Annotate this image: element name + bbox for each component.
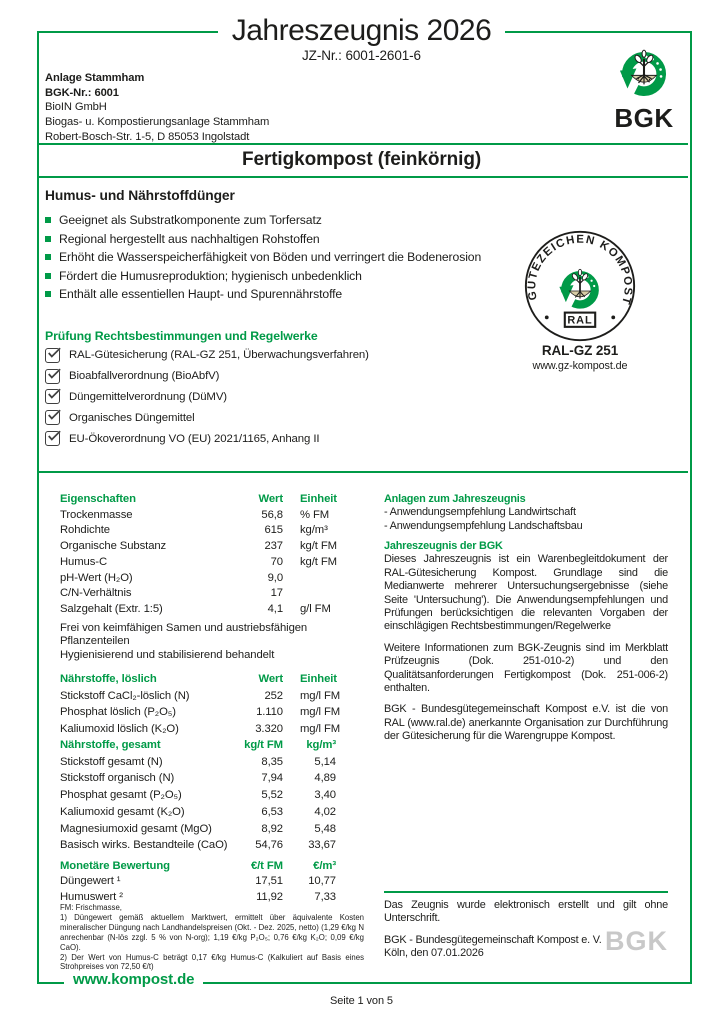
bullet-square-icon <box>45 254 51 260</box>
table-header <box>60 671 340 688</box>
site-description: Biogas- u. Kompostierungsanlage Stammham <box>45 116 270 129</box>
regulations-heading: Prüfung Rechtsbestimmungen und Regelwerke <box>45 329 318 343</box>
bgk-number: BGK-Nr.: 6001 <box>45 86 119 99</box>
property-unit: kg/m³ <box>300 524 328 537</box>
column-header: kg/t FM <box>244 739 283 751</box>
column-header: Einheit <box>300 493 337 505</box>
benefit-label: Fördert die Humusreproduktion; hygienisch unbedenklich <box>59 268 362 283</box>
nutrient-label: Stickstoff CaCl₂-löslich (N) <box>60 689 190 702</box>
property-label: Humus-C <box>60 555 108 568</box>
table-row <box>60 571 340 587</box>
bullet-square-icon <box>45 291 51 297</box>
nutrient-label: Phosphat löslich (P₂O₅) <box>60 706 176 719</box>
regulation-label: Bioabfallverordnung (BioAbfV) <box>69 370 220 383</box>
note-text: Hygienisierend und stabilisierend behandelt <box>60 649 275 662</box>
table-row <box>60 837 336 854</box>
attachments-heading: Anlagen zum Jahreszeugnis <box>384 493 526 505</box>
about-section <box>384 540 668 752</box>
property-value: 56,8 <box>261 508 283 521</box>
table-row <box>60 770 336 787</box>
footnote-text: 1) Düngewert gemäß aktuellem Marktwert, ermittelt über äquivalente Kosten mineralischer Düngung nach Landhandelspreisen (Okt. - Dez. 2025, netto) (1,29 €/kg N anrechenbar (N-lös zzgl. 5 % von N-org); 1,19 €/kg P₂O₅; 0,76 €/kg K₂O; 0,09 €/kg CaO). <box>60 912 364 952</box>
column-header: Monetäre Bewertung <box>60 860 170 872</box>
value-amount: 10,77 <box>308 875 336 888</box>
regulation-label: RAL-Gütesicherung (RAL-GZ 251, Überwachungsverfahren) <box>69 349 369 362</box>
regulation-label: Organisches Düngemittel <box>69 411 195 424</box>
soluble-nutrients-table <box>60 671 340 738</box>
divider-line <box>39 471 688 473</box>
table-row <box>60 602 340 618</box>
column-header: Einheit <box>300 673 337 685</box>
checkbox-checked-icon <box>45 348 60 363</box>
certificate-number: JZ-Nr.: 6001-2601-6 <box>302 48 421 63</box>
page-title-text: Jahreszeugnis 2026 <box>218 14 506 47</box>
attachment-item: - Anwendungsempfehlung Landschaftsbau <box>384 519 583 532</box>
table-row <box>60 688 340 705</box>
benefits-list <box>45 211 550 304</box>
property-unit: kg/t FM <box>300 540 337 553</box>
checkbox-checked-icon <box>45 410 60 425</box>
property-value: 615 <box>264 524 283 537</box>
property-unit: kg/t FM <box>300 555 337 568</box>
table-header <box>60 737 336 754</box>
nutrient-label: Kaliumoxid gesamt (K₂O) <box>60 805 185 818</box>
checkbox-checked-icon <box>45 389 60 404</box>
property-value: 9,0 <box>267 571 283 584</box>
nutrient-value: 4,89 <box>314 772 336 785</box>
plant-name: Anlage Stammham <box>45 72 145 84</box>
list-item <box>45 387 565 408</box>
property-unit: % FM <box>300 508 330 521</box>
table-row <box>60 874 336 889</box>
nutrient-value: 6,53 <box>261 805 283 818</box>
nutrient-value: 33,67 <box>308 839 336 852</box>
nutrient-value: 3.320 <box>255 723 283 736</box>
seal-arc-text: GÜTEZEICHEN KOMPOST <box>526 233 634 307</box>
property-label: Rohdichte <box>60 524 110 537</box>
table-row <box>60 821 336 838</box>
regulation-label: Düngemittelverordnung (DüMV) <box>69 390 228 403</box>
gz-kompost-link: www.gz-kompost.de <box>532 360 628 372</box>
ral-box-label: RAL <box>567 314 593 327</box>
footnote-text: FM: Frischmasse, <box>60 903 122 912</box>
bullet-square-icon <box>45 217 51 223</box>
nutrient-value: 4,02 <box>314 805 336 818</box>
column-header: Nährstoffe, löslich <box>60 673 157 685</box>
property-label: pH-Wert (H₂O) <box>60 571 133 584</box>
table-row <box>60 539 340 555</box>
column-header: Wert <box>258 673 283 685</box>
about-paragraph: Weitere Informationen zum BGK-Zeugnis sind im Merkblatt Prüfzeugnis (Dok. 251-010-2) und den Qualitätsanforderungen Fertigkompost (Dok. 251-006-2) enthalten. <box>384 641 668 695</box>
nutrient-value: 5,52 <box>261 789 283 802</box>
divider-line <box>39 143 688 145</box>
property-unit <box>283 571 300 587</box>
total-nutrients-table <box>60 737 336 854</box>
regulation-label: EU-Ökoverordnung VO (EU) 2021/1165, Anhang II <box>69 432 320 445</box>
property-value: 237 <box>264 540 283 553</box>
signature-note: Das Zeugnis wurde elektronisch erstellt und gilt ohne Unterschrift. <box>384 899 668 925</box>
benefit-label: Erhöht die Wasserspeicherfähigkeit von Böden und verringert die Bodenerosion <box>59 250 482 265</box>
nutrient-value: 5,48 <box>314 822 336 835</box>
about-heading: Jahreszeugnis der BGK <box>384 540 503 552</box>
property-label: Salzgehalt (Extr. 1:5) <box>60 602 163 615</box>
list-item <box>45 248 550 267</box>
value-label: Düngewert ¹ <box>60 875 121 888</box>
list-item <box>45 366 565 387</box>
attachment-item: - Anwendungsempfehlung Landwirtschaft <box>384 506 576 519</box>
table-header <box>60 859 336 874</box>
about-paragraph: BGK - Bundesgütegemeinschaft Kompost e.V. ist die von RAL (www.ral.de) anerkannte Organisation zur Durchführung der Gütesicherung für die Warengruppe Kompost. <box>384 703 668 743</box>
product-title: Fertigkompost (feinkörnig) <box>241 149 482 170</box>
nutrient-unit: mg/l FM <box>300 723 341 736</box>
list-item <box>45 285 550 304</box>
about-paragraph: Dieses Jahreszeugnis ist ein Warenbegleitdokument der RAL-Gütesicherung Kompost. Grundlage sind die Medianwerte mehrerer Untersuchungsergebnisse (siehe Seite 'Untersuchung'). Die Anwendungsempfehlungen und Prüfungen berücksichtigen die relevanten Vorgaben der einschlägigen Rechtsbestimmungen/Regelwerke <box>384 553 668 633</box>
company-name: BioIN GmbH <box>45 101 107 114</box>
bgk-watermark: BGK <box>605 926 668 956</box>
table-header <box>60 492 340 508</box>
bgk-logo-icon <box>609 41 679 107</box>
table-row <box>60 555 340 571</box>
nutrient-value: 7,94 <box>261 772 283 785</box>
value-label: Humuswert ² <box>60 890 123 903</box>
attachments-section <box>384 493 668 533</box>
ral-gz-code: RAL-GZ 251 <box>541 343 619 358</box>
address-block <box>45 71 269 145</box>
bgk-logo-label: BGK <box>614 103 674 133</box>
property-label: Organische Substanz <box>60 540 167 553</box>
properties-notes <box>60 622 340 663</box>
page-number: Seite 1 von 5 <box>330 995 393 1007</box>
properties-table <box>60 492 340 663</box>
table-row <box>60 754 336 771</box>
monetary-table <box>60 859 336 905</box>
nutrient-value: 8,35 <box>261 755 283 768</box>
property-unit: g/l FM <box>300 602 331 615</box>
signature-place-date: Köln, den 07.01.2026 <box>384 947 484 960</box>
nutrient-label: Stickstoff gesamt (N) <box>60 755 163 768</box>
divider-line <box>39 176 688 178</box>
table-row <box>60 787 336 804</box>
table-row <box>60 586 340 602</box>
nutrient-unit: mg/l FM <box>300 689 341 702</box>
signature-organization: BGK - Bundesgütegemeinschaft Kompost e. V. <box>384 933 602 946</box>
bullet-square-icon <box>45 236 51 242</box>
property-value: 4,1 <box>267 602 283 615</box>
nutrient-label: Stickstoff organisch (N) <box>60 772 175 785</box>
list-item <box>45 211 550 230</box>
signature-divider <box>384 891 668 893</box>
column-header: Nährstoffe, gesamt <box>60 739 161 751</box>
table-row <box>60 721 340 738</box>
footnotes <box>60 903 364 972</box>
nutrient-value: 5,14 <box>314 755 336 768</box>
column-header: kg/m³ <box>306 739 336 751</box>
nutrient-label: Magnesiumoxid gesamt (MgO) <box>60 822 212 835</box>
table-row <box>60 508 340 524</box>
column-header: Eigenschaften <box>60 493 136 505</box>
ral-seal-icon <box>523 229 637 343</box>
nutrient-value: 54,76 <box>255 839 283 852</box>
list-item <box>45 267 550 286</box>
table-row <box>60 523 340 539</box>
nutrient-unit: mg/l FM <box>300 706 341 719</box>
property-value: 70 <box>270 555 283 568</box>
property-value: 17 <box>270 587 283 600</box>
list-item <box>45 230 550 249</box>
checkbox-checked-icon <box>45 369 60 384</box>
column-header: €/m³ <box>313 860 336 872</box>
kompost-website: www.kompost.de <box>64 971 203 989</box>
footnote-text: 2) Der Wert von Humus-C beträgt 0,17 €/kg Humus-C (Kalkuliert auf Basis eines Strohpreises von 72,50 €/t) <box>60 952 364 972</box>
nutrient-value: 1.110 <box>256 706 283 719</box>
nutrient-label: Phosphat gesamt (P₂O₅) <box>60 789 182 802</box>
benefit-label: Enthält alle essentiellen Haupt- und Spurennährstoffe <box>59 287 343 302</box>
benefit-label: Geeignet als Substratkomponente zum Torfersatz <box>59 213 322 227</box>
property-unit <box>283 586 300 602</box>
nutrient-label: Kaliumoxid löslich (K₂O) <box>60 723 179 736</box>
checkbox-checked-icon <box>45 431 60 446</box>
note-text: Frei von keimfähigen Samen und austriebsfähigen Pflanzenteilen <box>60 621 308 648</box>
regulations-list <box>45 345 565 449</box>
property-label: C/N-Verhältnis <box>60 587 132 600</box>
benefits-heading: Humus- und Nährstoffdünger <box>45 188 235 203</box>
street-address: Robert-Bosch-Str. 1-5, D 85053 Ingolstadt <box>45 130 250 143</box>
nutrient-value: 252 <box>264 689 283 702</box>
value-amount: 7,33 <box>314 890 336 903</box>
benefit-label: Regional hergestellt aus nachhaltigen Rohstoffen <box>59 231 320 246</box>
list-item <box>45 428 565 449</box>
bullet-square-icon <box>45 273 51 279</box>
property-label: Trockenmasse <box>60 508 133 521</box>
column-header: Wert <box>258 493 283 505</box>
table-row <box>60 804 336 821</box>
value-amount: 11,92 <box>256 890 283 903</box>
list-item <box>45 345 565 366</box>
table-row <box>60 704 340 721</box>
nutrient-value: 8,92 <box>261 822 283 835</box>
list-item <box>45 407 565 428</box>
column-header: €/t FM <box>250 860 283 872</box>
nutrient-value: 3,40 <box>314 789 336 802</box>
value-amount: 17,51 <box>255 875 283 888</box>
nutrient-label: Basisch wirks. Bestandteile (CaO) <box>60 839 228 852</box>
